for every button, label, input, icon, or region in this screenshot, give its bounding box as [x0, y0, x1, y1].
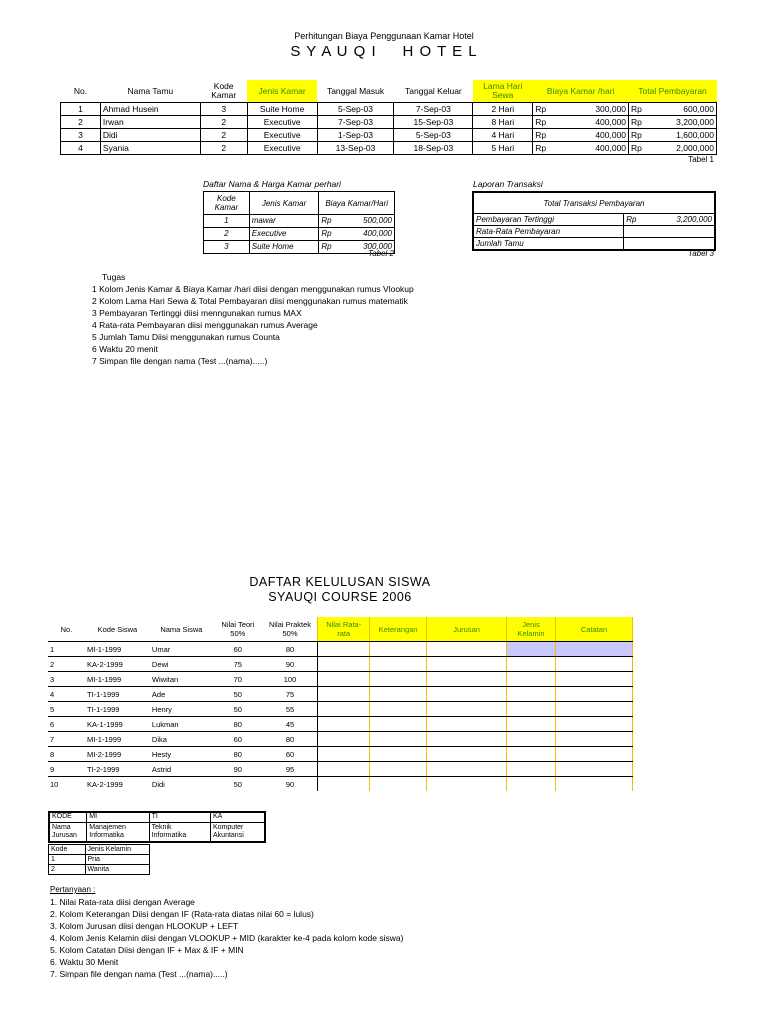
siswa-col-rata: Nilai Rata-rata — [318, 617, 370, 642]
kelamin-kode-header: Kode — [49, 845, 86, 855]
kelamin-kode: 1 — [49, 855, 86, 865]
siswa-cell-catatan — [556, 717, 633, 732]
tugas-item: 1 Kolom Jenis Kamar & Biaya Kamar /hari diisi dengan menggunakan rumus Vlookup — [92, 284, 414, 294]
hotel-cell-keluar: 5-Sep-03 — [394, 129, 473, 142]
siswa-cell-jurusan — [427, 672, 507, 687]
siswa-col-nama: Nama Siswa — [160, 624, 203, 634]
siswa-cell-kelamin — [507, 732, 556, 747]
siswa-cell-catatan — [556, 777, 633, 792]
hotel-cell-nama: Didi — [100, 129, 200, 142]
hotel-row — [61, 142, 717, 155]
hotel-cell-lama: 4 Hari — [473, 129, 533, 142]
siswa-cell-kelamin — [507, 687, 556, 702]
hotel-table — [60, 80, 717, 155]
hotel-cell-keluar: 7-Sep-03 — [394, 103, 473, 116]
siswa-cell-keterangan — [370, 747, 427, 762]
pertanyaan-item: 7. Simpan file dengan nama (Test ...(nama).....) — [50, 969, 228, 979]
kode-ka: KA — [211, 812, 265, 822]
siswa-cell-kode: MI-1-1999 — [85, 672, 150, 687]
siswa-cell-rata — [318, 732, 370, 747]
siswa-col-keterangan: Keterangan — [370, 617, 427, 642]
siswa-cell-jurusan — [427, 717, 507, 732]
siswa-cell-kode: MI-1-1999 — [85, 642, 150, 657]
siswa-cell-kode: MI-1-1999 — [85, 732, 150, 747]
siswa-cell-kelamin — [507, 777, 556, 792]
siswa-cell-kode: KA-1-1999 — [85, 717, 150, 732]
kamar-cell-jenis: mawar — [249, 215, 319, 228]
siswa-cell-kelamin — [507, 762, 556, 777]
transaksi-row — [473, 214, 715, 226]
kamar-cell-jenis: Suite Home — [249, 241, 319, 254]
siswa-cell-nama: Ade — [150, 687, 213, 702]
siswa-col-kode: Kode Siswa — [97, 624, 138, 634]
siswa-cell-catatan — [556, 657, 633, 672]
tugas-item: 3 Pembayaran Tertinggi diisi menngunakan rumus MAX — [92, 308, 302, 318]
siswa-col-teori: Nilai Teori 50% — [221, 620, 255, 638]
siswa-cell-no: 8 — [48, 747, 85, 762]
siswa-cell-praktek: 55 — [263, 702, 318, 717]
pertanyaan-item: 3. Kolom Jurusan diisi dengan HLOOKUP + LEFT — [50, 921, 239, 931]
kamar-cell-kode: 2 — [204, 228, 250, 241]
siswa-row — [48, 672, 633, 687]
kode-ti: TI — [149, 812, 210, 822]
siswa-cell-nama: Henry — [150, 702, 213, 717]
pertanyaan-list — [50, 896, 403, 980]
hotel-cell-lama: 8 Hari — [473, 116, 533, 129]
kelamin-header: Jenis Kelamin — [85, 845, 150, 855]
hotel-cell-rp2: Rp — [629, 129, 647, 142]
hotel-cell-rp1: Rp — [533, 103, 551, 116]
hotel-cell-nama: Syania — [100, 142, 200, 155]
kamar-cell-rp: Rp — [319, 215, 337, 228]
tugas-item: 6 Waktu 20 menit — [92, 344, 158, 354]
siswa-cell-jurusan — [427, 747, 507, 762]
siswa-col-kelamin: Jenis Kelamin — [507, 617, 556, 642]
siswa-cell-nama: Lukman — [150, 717, 213, 732]
kode-kelamin-table — [48, 844, 150, 875]
siswa-subtitle: SYAUQI COURSE 2006 — [268, 590, 412, 604]
siswa-cell-jurusan — [427, 777, 507, 792]
hotel-cell-masuk: 7-Sep-03 — [317, 116, 394, 129]
hotel-cell-kode: 2 — [200, 116, 247, 129]
hotel-cell-jenis: Suite Home — [247, 103, 317, 116]
hotel-cell-kode: 2 — [200, 142, 247, 155]
siswa-col-no: No. — [60, 624, 73, 634]
siswa-cell-rata — [318, 702, 370, 717]
siswa-cell-kelamin — [507, 717, 556, 732]
pertanyaan-item: 6. Waktu 30 Menit — [50, 957, 119, 967]
siswa-cell-rata — [318, 642, 370, 657]
siswa-cell-rata — [318, 762, 370, 777]
kamar-col-biaya: Biaya Kamar/Hari — [319, 192, 395, 215]
tugas-item: 2 Kolom Lama Hari Sewa & Total Pembayaran diisi menggunakan rumus matematik — [92, 296, 408, 306]
kamar-cell-kode: 3 — [204, 241, 250, 254]
pertanyaan-title: Pertanyaan : — [50, 885, 96, 894]
hotel-cell-kode: 3 — [200, 103, 247, 116]
siswa-row — [48, 702, 633, 717]
kamar-cell-jenis: Executive — [249, 228, 319, 241]
hotel-cell-total: 1,600,000 — [647, 129, 717, 142]
hotel-cell-jenis: Executive — [247, 129, 317, 142]
hotel-subtitle: Perhitungan Biaya Penggunaan Kamar Hotel — [294, 31, 474, 41]
siswa-cell-keterangan — [370, 777, 427, 792]
kode-mi: MI — [87, 812, 149, 822]
siswa-cell-teori: 80 — [213, 717, 263, 732]
hotel-cell-jenis: Executive — [247, 116, 317, 129]
transaksi-caption: Laporan Transaksi — [473, 179, 543, 189]
pertanyaan-item: 5. Kolom Catatan Diisi dengan IF + Max & IF + MIN — [50, 945, 244, 955]
siswa-cell-teori: 60 — [213, 732, 263, 747]
hotel-cell-no: 4 — [61, 142, 101, 155]
siswa-col-catatan: Catatan — [556, 617, 633, 642]
tugas-item: 7 Simpan file dengan nama (Test ...(nama).....) — [92, 356, 268, 366]
kelamin-row — [49, 855, 150, 865]
siswa-cell-no: 6 — [48, 717, 85, 732]
tabel-2-label: Tabel 2 — [368, 249, 394, 258]
tugas-item: 5 Jumlah Tamu Diisi menggunakan rumus Counta — [92, 332, 280, 342]
transaksi-rp — [624, 238, 642, 251]
siswa-cell-praktek: 90 — [263, 657, 318, 672]
jurusan-ka: Komputer Akuntansi — [211, 822, 265, 842]
col-jenis-kamar: Jenis Kamar — [247, 80, 317, 103]
siswa-row — [48, 747, 633, 762]
siswa-cell-rata — [318, 717, 370, 732]
siswa-cell-kode: KA-2-1999 — [85, 657, 150, 672]
hotel-row — [61, 103, 717, 116]
siswa-row — [48, 642, 633, 657]
kamar-cell-biaya: 300,000 — [337, 241, 395, 254]
transaksi-rp — [624, 226, 642, 238]
kamar-caption: Daftar Nama & Harga Kamar perhari — [203, 179, 341, 189]
siswa-cell-keterangan — [370, 642, 427, 657]
siswa-cell-keterangan — [370, 702, 427, 717]
siswa-cell-keterangan — [370, 672, 427, 687]
hotel-cell-biaya: 400,000 — [551, 116, 629, 129]
kamar-cell-kode: 1 — [204, 215, 250, 228]
siswa-cell-praktek: 45 — [263, 717, 318, 732]
col-total: Total Pembayaran — [629, 80, 717, 103]
siswa-row — [48, 762, 633, 777]
hotel-cell-no: 1 — [61, 103, 101, 116]
siswa-cell-no: 1 — [48, 642, 85, 657]
siswa-cell-rata — [318, 777, 370, 792]
transaksi-value: 3,200,000 — [642, 214, 715, 226]
hotel-cell-lama: 5 Hari — [473, 142, 533, 155]
hotel-cell-total: 600,000 — [647, 103, 717, 116]
hotel-cell-rp1: Rp — [533, 142, 551, 155]
siswa-col-praktek: Nilai Praktek 50% — [268, 620, 312, 638]
siswa-cell-no: 4 — [48, 687, 85, 702]
transaksi-rp: Rp — [624, 214, 642, 226]
siswa-cell-catatan — [556, 747, 633, 762]
tugas-list — [92, 283, 414, 367]
siswa-cell-kode: TI-1-1999 — [85, 687, 150, 702]
kelamin-label: Wanita — [85, 865, 150, 875]
hotel-cell-rp1: Rp — [533, 129, 551, 142]
hotel-cell-lama: 2 Hari — [473, 103, 533, 116]
kamar-cell-rp: Rp — [319, 241, 337, 254]
siswa-cell-kode: MI-2-1999 — [85, 747, 150, 762]
kamar-table — [203, 191, 395, 254]
siswa-cell-rata — [318, 657, 370, 672]
hotel-cell-biaya: 300,000 — [551, 103, 629, 116]
col-lama-hari: Lama Hari Sewa — [473, 80, 533, 103]
kamar-row — [204, 228, 395, 241]
hotel-cell-total: 3,200,000 — [647, 116, 717, 129]
siswa-cell-teori: 75 — [213, 657, 263, 672]
siswa-cell-praktek: 95 — [263, 762, 318, 777]
siswa-cell-teori: 50 — [213, 687, 263, 702]
col-kode-kamar: Kode Kamar — [211, 81, 237, 100]
siswa-cell-no: 7 — [48, 732, 85, 747]
siswa-table — [48, 617, 633, 791]
siswa-cell-kode: KA-2-1999 — [85, 777, 150, 792]
hotel-cell-keluar: 18-Sep-03 — [394, 142, 473, 155]
siswa-row — [48, 657, 633, 672]
siswa-cell-nama: Umar — [150, 642, 213, 657]
siswa-cell-kelamin — [507, 642, 556, 657]
col-tanggal-masuk: Tanggal Masuk — [326, 85, 385, 96]
kode-jurusan-table — [48, 811, 266, 843]
hotel-row — [61, 129, 717, 142]
siswa-cell-keterangan — [370, 657, 427, 672]
siswa-cell-jurusan — [427, 642, 507, 657]
siswa-cell-teori: 50 — [213, 777, 263, 792]
siswa-cell-kelamin — [507, 747, 556, 762]
siswa-cell-jurusan — [427, 732, 507, 747]
hotel-cell-rp1: Rp — [533, 116, 551, 129]
siswa-cell-teori: 50 — [213, 702, 263, 717]
siswa-cell-kode: TI-2-1999 — [85, 762, 150, 777]
siswa-cell-praktek: 90 — [263, 777, 318, 792]
siswa-cell-catatan — [556, 642, 633, 657]
tugas-item: 4 Rata-rata Pembayaran diisi menggunakan rumus Average — [92, 320, 318, 330]
siswa-cell-teori: 60 — [213, 642, 263, 657]
siswa-cell-kode: TI-1-1999 — [85, 702, 150, 717]
hotel-cell-total: 2,000,000 — [647, 142, 717, 155]
siswa-cell-praktek: 60 — [263, 747, 318, 762]
siswa-cell-jurusan — [427, 657, 507, 672]
kode-label: KODE — [49, 812, 87, 822]
siswa-cell-nama: Hesty — [150, 747, 213, 762]
siswa-cell-teori: 90 — [213, 762, 263, 777]
hotel-header-row — [61, 80, 717, 103]
col-tanggal-keluar: Tanggal Keluar — [405, 85, 462, 96]
transaksi-header: Total Transaksi Pembayaran — [473, 192, 715, 214]
kelamin-row — [49, 865, 150, 875]
jurusan-mi: Manajemen Informatika — [87, 822, 149, 842]
pertanyaan-item: 1. Nilai Rata-rata diisi dengan Average — [50, 897, 195, 907]
siswa-cell-keterangan — [370, 717, 427, 732]
col-nama-tamu: Nama Tamu — [127, 85, 174, 96]
pertanyaan-item: 4. Kolom Jenis Kelamin diisi dengan VLOOKUP + MID (karakter ke-4 pada kolom kode siswa) — [50, 933, 404, 943]
siswa-cell-catatan — [556, 702, 633, 717]
siswa-cell-nama: Dika — [150, 732, 213, 747]
hotel-cell-biaya: 400,000 — [551, 142, 629, 155]
col-biaya-kamar: Biaya Kamar /hari — [533, 80, 629, 103]
transaksi-label: Pembayaran Tertinggi — [473, 214, 624, 226]
siswa-cell-jurusan — [427, 702, 507, 717]
hotel-cell-nama: Irwan — [100, 116, 200, 129]
kelamin-kode: 2 — [49, 865, 86, 875]
siswa-cell-no: 5 — [48, 702, 85, 717]
siswa-cell-kelamin — [507, 657, 556, 672]
siswa-cell-catatan — [556, 762, 633, 777]
tabel-1-label: Tabel 1 — [688, 155, 714, 164]
siswa-cell-no: 10 — [48, 777, 85, 792]
pertanyaan-item: 2. Kolom Keterangan Diisi dengan IF (Rata-rata diatas nilai 60 = lulus) — [50, 909, 314, 919]
siswa-cell-rata — [318, 747, 370, 762]
siswa-cell-praktek: 100 — [263, 672, 318, 687]
transaksi-table — [472, 191, 716, 251]
siswa-cell-praktek: 75 — [263, 687, 318, 702]
kelamin-label: Pria — [85, 855, 150, 865]
siswa-cell-kelamin — [507, 702, 556, 717]
hotel-cell-masuk: 5-Sep-03 — [317, 103, 394, 116]
siswa-cell-rata — [318, 672, 370, 687]
hotel-cell-kode: 2 — [200, 129, 247, 142]
siswa-cell-no: 3 — [48, 672, 85, 687]
hotel-row — [61, 116, 717, 129]
hotel-cell-biaya: 400,000 — [551, 129, 629, 142]
siswa-cell-keterangan — [370, 687, 427, 702]
kamar-cell-biaya: 400,000 — [337, 228, 395, 241]
col-no: No. — [73, 85, 88, 96]
siswa-cell-catatan — [556, 672, 633, 687]
siswa-col-jurusan: Jurusan — [427, 617, 507, 642]
siswa-cell-praktek: 80 — [263, 732, 318, 747]
siswa-row — [48, 777, 633, 792]
transaksi-row — [473, 226, 715, 238]
siswa-cell-jurusan — [427, 687, 507, 702]
siswa-cell-kelamin — [507, 672, 556, 687]
kamar-cell-rp: Rp — [319, 228, 337, 241]
kamar-cell-biaya: 500,000 — [337, 215, 395, 228]
siswa-title: DAFTAR KELULUSAN SISWA — [249, 575, 431, 589]
kamar-col-jenis: Jenis Kamar — [249, 192, 319, 215]
transaksi-value — [642, 226, 715, 238]
hotel-cell-nama: Ahmad Husein — [100, 103, 200, 116]
siswa-cell-nama: Astrid — [150, 762, 213, 777]
transaksi-label: Jumlah Tamu — [473, 238, 624, 251]
transaksi-label: Rata-Rata Pembayaran — [473, 226, 624, 238]
hotel-cell-rp2: Rp — [629, 116, 647, 129]
kamar-col-kode: Kode Kamar — [204, 192, 250, 215]
siswa-row — [48, 732, 633, 747]
siswa-cell-nama: Wiwitan — [150, 672, 213, 687]
siswa-cell-keterangan — [370, 762, 427, 777]
siswa-cell-no: 2 — [48, 657, 85, 672]
hotel-cell-masuk: 1-Sep-03 — [317, 129, 394, 142]
hotel-cell-masuk: 13-Sep-03 — [317, 142, 394, 155]
siswa-cell-catatan — [556, 687, 633, 702]
siswa-cell-teori: 70 — [213, 672, 263, 687]
tabel-3-label: Tabel 3 — [688, 249, 714, 258]
siswa-row — [48, 717, 633, 732]
siswa-cell-teori: 80 — [213, 747, 263, 762]
siswa-cell-jurusan — [427, 762, 507, 777]
hotel-cell-keluar: 15-Sep-03 — [394, 116, 473, 129]
hotel-cell-rp2: Rp — [629, 103, 647, 116]
siswa-cell-no: 9 — [48, 762, 85, 777]
hotel-cell-no: 3 — [61, 129, 101, 142]
hotel-cell-no: 2 — [61, 116, 101, 129]
siswa-cell-nama: Dewi — [150, 657, 213, 672]
nama-jurusan-label: Nama Jurusan — [49, 822, 87, 842]
siswa-cell-rata — [318, 687, 370, 702]
siswa-row — [48, 687, 633, 702]
tugas-title: Tugas — [102, 272, 126, 282]
siswa-cell-keterangan — [370, 732, 427, 747]
kamar-row — [204, 215, 395, 228]
hotel-cell-jenis: Executive — [247, 142, 317, 155]
siswa-cell-praktek: 80 — [263, 642, 318, 657]
siswa-cell-nama: Didi — [150, 777, 213, 792]
jurusan-ti: Teknik Informatika — [149, 822, 210, 842]
hotel-title: S Y A U Q I H O T E L — [290, 43, 478, 60]
siswa-cell-catatan — [556, 732, 633, 747]
hotel-cell-rp2: Rp — [629, 142, 647, 155]
